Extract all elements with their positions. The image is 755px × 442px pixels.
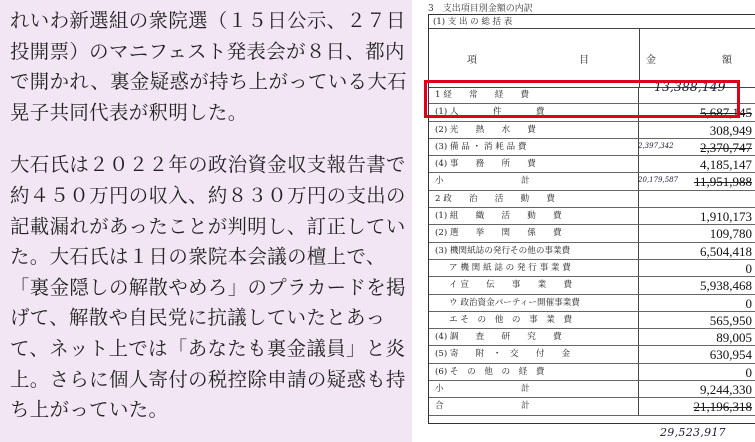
row-amount-cell [640,295,752,311]
table-row [429,260,755,277]
table-row [429,295,755,312]
row-label: イ 宣 伝 事 業 費 [429,277,639,293]
row-label: ウ 政治資金パーティー開催事業費 [429,295,639,311]
section-title: 3 支出項目別金額の内訳 [428,4,533,14]
amount-value: 0 [745,364,752,380]
row-label: (1) 組 織 活 動 費 [429,208,639,224]
struck-amount: 5,687,145 [700,105,752,121]
scanned-report-document [412,0,755,442]
table-row [429,225,755,242]
table-row [429,346,755,363]
row-label: ア 機 関 紙 誌 の 発 行 事 業 費 [429,260,639,276]
row-amount-cell [640,122,752,138]
row-amount-cell [640,381,752,397]
row-amount-cell [640,208,752,224]
table-row [429,191,755,208]
handwritten-amount: 20,179,587 [638,176,679,185]
row-label: エ そ の 他 の 事 業 費 [429,312,639,328]
row-amount-cell [640,364,752,380]
table-row [429,329,755,346]
row-label: (4) 調 査 研 究 費 [429,329,639,345]
amount-value: 0 [745,260,752,276]
handwritten-correction-bottom: 29,523,917 [660,426,726,439]
struck-amount: 2,370,747 [700,139,752,155]
table-row [429,139,755,156]
header-amount-char-2: 額 [722,55,732,66]
header-item-char-2: 目 [579,55,589,66]
red-highlight-box [424,80,740,118]
amount-value: 4,185,147 [700,157,752,173]
row-label: (3) 機関紙誌の発行その他の事業費 [429,243,639,259]
handwritten-correction-top: 13,388,149 [654,79,726,94]
table-row [429,156,755,173]
struck-amount: 11,951,988 [693,174,752,190]
row-amount-cell [640,156,752,172]
row-amount-cell [640,277,752,293]
row-amount-cell [640,346,752,362]
row-label: (1) 人 件 費 [429,104,639,120]
row-label: 合 計 [429,398,639,414]
table-row [429,173,755,190]
row-label: (6) そ の 他 の 経 費 [429,364,639,380]
expenditure-summary-table [428,14,755,424]
table-row [429,243,755,260]
row-amount-cell [640,225,752,241]
table-row [429,312,755,329]
table-row [429,381,755,398]
row-amount-cell [640,260,752,276]
row-label: (5) 寄 附 ・ 交 付 金 [429,346,639,362]
struck-amount: 21,196,318 [693,399,752,415]
row-label: (3) 備 品 ・ 消 耗 品 費 [429,139,639,155]
amount-value: 308,949 [709,122,752,138]
header-item-column [429,29,640,87]
row-label: (2) 光 熱 水 費 [429,122,639,138]
table-row [429,122,755,139]
row-amount-cell [640,312,752,328]
row-amount-cell [640,329,752,345]
row-amount-cell [640,398,752,414]
handwritten-amount: 2,397,342 [638,141,674,150]
row-amount-cell [640,173,752,189]
amount-value: 5,938,468 [700,278,752,294]
row-label: 小 計 [429,381,639,397]
table-row [429,364,755,381]
table-row [429,208,755,225]
row-amount-cell [640,243,752,259]
row-amount-cell [640,191,752,207]
row-label: (4) 事 務 所 費 [429,156,639,172]
article-paragraph-1: れいわ新選組の衆院選（１５日公示、２７日投開票）のマニフェスト発表会が８日、都内で開かれ、裏金疑惑が持ち上がっている大石晃子共同代表が釈明した。 [10,9,407,124]
row-label: (2) 選 挙 関 係 費 [429,225,639,241]
amount-value: 6,504,418 [700,243,752,259]
table-body [429,87,755,416]
row-label: 1 経 常 経 費 [429,87,639,103]
amount-value: 565,950 [709,312,752,328]
table-row [429,398,755,415]
amount-value: 0 [745,295,752,311]
amount-value: 1,910,173 [700,209,752,225]
article-paragraph-2: 大石氏は２０２２年の政治資金収支報告書で約４５０万円の収入、約８３０万円の支出の記載漏れがあったことが判明し、訂正していた。大石氏は１日の衆院本会議の檀上で、「裏金隠しの解散やめろ」のプラカードを掲げて、解散や自民党に抗議していたとあって、ネット上では「あなたも裏金議員」と炎上。さらに個人寄付の税控除申請の疑惑も持ち上がっていた。 [10,153,406,422]
header-item-char-1: 項 [467,55,477,66]
table-row [429,277,755,294]
row-amount-cell [640,139,752,155]
row-label: 2 政 治 活 動 費 [429,191,639,207]
amount-value: 9,244,330 [700,382,752,398]
amount-value: 109,780 [709,226,752,242]
amount-value: 630,954 [709,347,752,363]
amount-value: 89,005 [716,330,752,346]
subsection-title: (1) 支 出 の 総 括 表 [429,15,755,29]
row-label: 小 計 [429,173,639,189]
header-amount-char-1: 金 [646,55,656,66]
